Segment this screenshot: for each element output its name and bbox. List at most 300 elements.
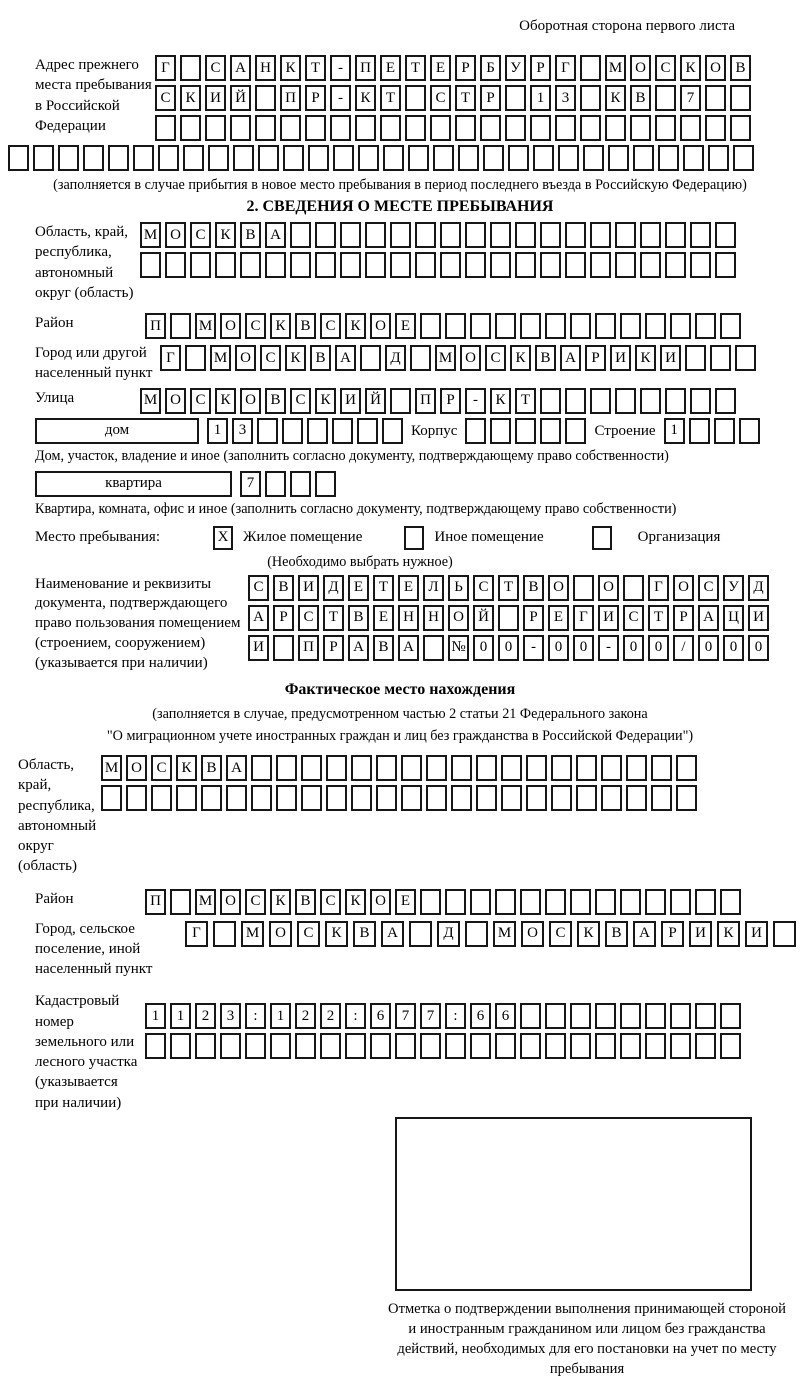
char-cell: О (220, 313, 241, 339)
char-cell: П (415, 388, 436, 414)
char-cell (665, 222, 686, 248)
char-cell: - (598, 635, 619, 661)
char-cell (326, 755, 347, 781)
char-cell (545, 1003, 566, 1029)
char-cell: М (101, 755, 122, 781)
char-cell: П (298, 635, 319, 661)
oblast-label: Область, край, республика, автономный округ (область) (35, 224, 134, 301)
char-cell (58, 145, 79, 171)
char-cell (140, 252, 161, 278)
char-cell (540, 388, 561, 414)
char-cell: Т (648, 605, 669, 631)
char-cell (380, 115, 401, 141)
char-cell (340, 222, 361, 248)
char-cell (580, 85, 601, 111)
char-cell (276, 755, 297, 781)
char-cell (655, 85, 676, 111)
char-cell: В (295, 889, 316, 915)
char-cell: Р (585, 345, 606, 371)
char-cell (440, 252, 461, 278)
char-cell (685, 345, 706, 371)
char-cell (315, 252, 336, 278)
char-cell (640, 222, 661, 248)
char-cell: 1 (145, 1003, 166, 1029)
char-cell: С (473, 575, 494, 601)
stay-place-section (35, 222, 790, 673)
char-cell: 7 (395, 1003, 416, 1029)
char-cell (533, 145, 554, 171)
char-cell (570, 889, 591, 915)
char-cell: 7 (420, 1003, 441, 1029)
char-cell (570, 313, 591, 339)
char-cell (490, 418, 511, 444)
char-cell (670, 889, 691, 915)
char-cell: 7 (240, 471, 261, 497)
other-premises-option-label: Иное помещение (434, 529, 544, 545)
stay-type-label: Место пребывания: (35, 529, 160, 545)
char-cell (465, 921, 488, 947)
char-cell: И (748, 605, 769, 631)
char-cell (226, 785, 247, 811)
char-cell: М (605, 55, 626, 81)
char-cell (590, 388, 611, 414)
char-cell: М (493, 921, 516, 947)
char-cell: 1 (664, 418, 685, 444)
char-cell (290, 252, 311, 278)
char-cell: / (673, 635, 694, 661)
char-cell: Й (230, 85, 251, 111)
char-cell (633, 145, 654, 171)
char-cell (230, 115, 251, 141)
char-cell: - (330, 85, 351, 111)
page-side-note: Оборотная сторона первого листа (519, 18, 735, 34)
char-cell (315, 471, 336, 497)
char-cell: Й (365, 388, 386, 414)
char-cell: Е (548, 605, 569, 631)
char-cell (357, 418, 378, 444)
ulitsa-row (140, 388, 736, 414)
char-cell (608, 145, 629, 171)
char-cell: Р (455, 55, 476, 81)
cadastre-row-2 (145, 1033, 741, 1059)
char-cell: Р (273, 605, 294, 631)
apartment-row (35, 471, 790, 497)
char-cell (330, 115, 351, 141)
char-cell (683, 145, 704, 171)
char-cell: 1 (170, 1003, 191, 1029)
char-cell: Р (305, 85, 326, 111)
char-cell (426, 755, 447, 781)
house-row (35, 418, 790, 444)
char-cell: В (348, 605, 369, 631)
char-cell: 0 (648, 635, 669, 661)
char-cell: Р (530, 55, 551, 81)
char-cell: Т (305, 55, 326, 81)
char-cell (505, 115, 526, 141)
char-cell (620, 1033, 641, 1059)
char-cell (695, 1003, 716, 1029)
char-cell: Г (155, 55, 176, 81)
char-cell: О (165, 388, 186, 414)
char-cell: К (215, 222, 236, 248)
char-cell (251, 785, 272, 811)
actual-location-section (18, 755, 790, 1113)
cadastre-label: Кадастровый номер земельного или лесного участка (указывается при наличии) (35, 993, 138, 1111)
house-type-box: дом (35, 418, 199, 444)
char-cell: Т (380, 85, 401, 111)
char-cell (401, 785, 422, 811)
char-cell: Й (473, 605, 494, 631)
char-cell (508, 145, 529, 171)
char-cell (540, 252, 561, 278)
raion-row (145, 313, 741, 339)
char-cell (605, 115, 626, 141)
char-cell (680, 115, 701, 141)
char-cell (455, 115, 476, 141)
char-cell: В (265, 388, 286, 414)
char-cell: С (190, 222, 211, 248)
char-cell: Р (440, 388, 461, 414)
char-cell: Т (323, 605, 344, 631)
char-cell (345, 1033, 366, 1059)
char-cell: К (345, 313, 366, 339)
char-cell: - (465, 388, 486, 414)
char-cell: С (245, 889, 266, 915)
char-cell (620, 1003, 641, 1029)
char-cell: С (290, 388, 311, 414)
char-cell: В (373, 635, 394, 661)
char-cell: С (155, 85, 176, 111)
char-cell (540, 418, 561, 444)
char-cell (290, 222, 311, 248)
char-cell (258, 145, 279, 171)
char-cell: Г (648, 575, 669, 601)
char-cell: О (460, 345, 481, 371)
char-cell: 0 (498, 635, 519, 661)
oblast-row-2 (140, 252, 736, 278)
char-cell: К (635, 345, 656, 371)
char-cell: К (355, 85, 376, 111)
char-cell (730, 115, 751, 141)
char-cell: С (698, 575, 719, 601)
char-cell (655, 115, 676, 141)
char-cell (695, 889, 716, 915)
cadastre-row-1 (145, 1003, 741, 1029)
char-cell: 0 (623, 635, 644, 661)
char-cell (676, 755, 697, 781)
char-cell: Л (423, 575, 444, 601)
char-cell: М (210, 345, 231, 371)
char-cell (601, 755, 622, 781)
char-cell (390, 388, 411, 414)
checkbox-residential: X (213, 526, 233, 550)
char-cell (365, 252, 386, 278)
char-cell (370, 1033, 391, 1059)
stroenie-cells (664, 418, 760, 444)
char-cell (695, 313, 716, 339)
char-cell: П (355, 55, 376, 81)
char-cell: Н (255, 55, 276, 81)
char-cell: 2 (320, 1003, 341, 1029)
char-cell: И (205, 85, 226, 111)
char-cell: С (298, 605, 319, 631)
char-cell: К (215, 388, 236, 414)
char-cell (690, 388, 711, 414)
char-cell (670, 313, 691, 339)
char-cell (558, 145, 579, 171)
char-cell (301, 785, 322, 811)
char-cell: 0 (698, 635, 719, 661)
char-cell: О (598, 575, 619, 601)
char-cell (645, 1003, 666, 1029)
char-cell: У (505, 55, 526, 81)
char-cell: М (195, 313, 216, 339)
char-cell (395, 1033, 416, 1059)
char-cell (520, 313, 541, 339)
char-cell (620, 313, 641, 339)
char-cell (595, 1033, 616, 1059)
char-cell: Д (437, 921, 460, 947)
char-cell (689, 418, 710, 444)
char-cell (376, 785, 397, 811)
char-cell (408, 145, 429, 171)
char-cell (551, 785, 572, 811)
char-cell (445, 889, 466, 915)
char-cell: О (240, 388, 261, 414)
char-cell: М (435, 345, 456, 371)
char-cell: 0 (473, 635, 494, 661)
char-cell: К (325, 921, 348, 947)
char-cell: С (549, 921, 572, 947)
char-cell (714, 418, 735, 444)
char-cell: О (521, 921, 544, 947)
char-cell: С (248, 575, 269, 601)
char-cell (576, 755, 597, 781)
char-cell (409, 921, 432, 947)
char-cell (295, 1033, 316, 1059)
char-cell: Р (480, 85, 501, 111)
char-cell (570, 1033, 591, 1059)
document-row-1 (248, 575, 769, 601)
char-cell (420, 889, 441, 915)
char-cell: А (398, 635, 419, 661)
char-cell: В (310, 345, 331, 371)
char-cell: Т (373, 575, 394, 601)
char-cell (670, 1033, 691, 1059)
char-cell (326, 785, 347, 811)
char-cell: Е (395, 313, 416, 339)
char-cell (515, 222, 536, 248)
char-cell (101, 785, 122, 811)
char-cell: 3 (232, 418, 253, 444)
char-cell (255, 115, 276, 141)
char-cell: М (195, 889, 216, 915)
actual-location-note-1: (заполняется в случае, предусмотренном частью 2 статьи 21 Федерального закона (152, 706, 648, 723)
char-cell (351, 755, 372, 781)
char-cell (333, 145, 354, 171)
char-cell: 0 (748, 635, 769, 661)
char-cell (251, 755, 272, 781)
char-cell (658, 145, 679, 171)
char-cell: А (230, 55, 251, 81)
char-cell (165, 252, 186, 278)
char-cell (180, 115, 201, 141)
char-cell: С (320, 313, 341, 339)
prev-address-section (35, 55, 790, 194)
char-cell (708, 145, 729, 171)
char-cell (483, 145, 504, 171)
char-cell: О (630, 55, 651, 81)
char-cell (273, 635, 294, 661)
apartment-type-box: квартира (35, 471, 232, 497)
korpus-label: Корпус (411, 422, 458, 439)
char-cell (307, 418, 328, 444)
char-cell (423, 635, 444, 661)
char-cell (433, 145, 454, 171)
char-cell (133, 145, 154, 171)
char-cell (595, 889, 616, 915)
korpus-cells (465, 418, 586, 444)
char-cell (155, 115, 176, 141)
char-cell (205, 115, 226, 141)
char-cell (676, 785, 697, 811)
char-cell (470, 313, 491, 339)
char-cell (476, 785, 497, 811)
char-cell (515, 418, 536, 444)
char-cell (305, 115, 326, 141)
char-cell: С (190, 388, 211, 414)
char-cell (720, 1033, 741, 1059)
char-cell: 0 (573, 635, 594, 661)
char-cell (315, 222, 336, 248)
char-cell (705, 115, 726, 141)
char-cell (645, 313, 666, 339)
char-cell: 3 (220, 1003, 241, 1029)
char-cell (540, 222, 561, 248)
char-cell (265, 471, 286, 497)
char-cell (495, 889, 516, 915)
char-cell (410, 345, 431, 371)
char-cell (565, 388, 586, 414)
char-cell: С (260, 345, 281, 371)
char-cell (565, 252, 586, 278)
char-cell: 0 (723, 635, 744, 661)
char-cell (583, 145, 604, 171)
char-cell: К (510, 345, 531, 371)
actual-oblast-row-1 (101, 755, 697, 781)
char-cell: П (145, 889, 166, 915)
char-cell: М (140, 222, 161, 248)
char-cell (690, 252, 711, 278)
char-cell (720, 889, 741, 915)
char-cell (365, 222, 386, 248)
char-cell: Т (405, 55, 426, 81)
char-cell: 1 (207, 418, 228, 444)
char-cell (430, 115, 451, 141)
char-cell (505, 85, 526, 111)
char-cell: Ц (723, 605, 744, 631)
section2-title: 2. СВЕДЕНИЯ О МЕСТЕ ПРЕБЫВАНИЯ (246, 198, 554, 215)
char-cell (183, 145, 204, 171)
char-cell (470, 1033, 491, 1059)
char-cell (615, 388, 636, 414)
char-cell (733, 145, 754, 171)
char-cell (565, 222, 586, 248)
char-cell (465, 222, 486, 248)
char-cell (720, 1003, 741, 1029)
char-cell: О (705, 55, 726, 81)
char-cell (715, 222, 736, 248)
char-cell (720, 313, 741, 339)
char-cell (520, 889, 541, 915)
char-cell: К (577, 921, 600, 947)
actual-location-note-2: "О миграционном учете иностранных граждан и лиц без гражданства в Российской Федерации") (106, 728, 694, 745)
char-cell: А (381, 921, 404, 947)
char-cell (170, 313, 191, 339)
char-cell (420, 1033, 441, 1059)
char-cell: Д (385, 345, 406, 371)
char-cell: И (298, 575, 319, 601)
char-cell: М (140, 388, 161, 414)
char-cell: Е (348, 575, 369, 601)
char-cell: И (340, 388, 361, 414)
char-cell (340, 252, 361, 278)
char-cell: П (145, 313, 166, 339)
char-cell (651, 785, 672, 811)
char-cell: 1 (530, 85, 551, 111)
char-cell: А (335, 345, 356, 371)
char-cell: Г (573, 605, 594, 631)
char-cell (126, 785, 147, 811)
char-cell: А (698, 605, 719, 631)
char-cell (545, 889, 566, 915)
prev-address-row-3 (155, 115, 751, 141)
char-cell: 1 (270, 1003, 291, 1029)
char-cell (590, 252, 611, 278)
char-cell: Ь (448, 575, 469, 601)
char-cell (208, 145, 229, 171)
char-cell (332, 418, 353, 444)
char-cell: А (633, 921, 656, 947)
char-cell: 6 (370, 1003, 391, 1029)
char-cell (773, 921, 796, 947)
char-cell (451, 755, 472, 781)
char-cell: О (126, 755, 147, 781)
char-cell: О (235, 345, 256, 371)
char-cell: 0 (548, 635, 569, 661)
char-cell (501, 755, 522, 781)
char-cell (665, 252, 686, 278)
char-cell: С (320, 889, 341, 915)
char-cell: Т (455, 85, 476, 111)
char-cell: А (248, 605, 269, 631)
char-cell (308, 145, 329, 171)
char-cell (710, 345, 731, 371)
char-cell: А (226, 755, 247, 781)
char-cell: Р (661, 921, 684, 947)
char-cell: 6 (470, 1003, 491, 1029)
char-cell: В (295, 313, 316, 339)
char-cell (180, 55, 201, 81)
char-cell (320, 1033, 341, 1059)
char-cell: Б (480, 55, 501, 81)
char-cell (382, 418, 403, 444)
char-cell: Н (423, 605, 444, 631)
char-cell: Е (380, 55, 401, 81)
char-cell (570, 1003, 591, 1029)
char-cell: П (280, 85, 301, 111)
char-cell (465, 252, 486, 278)
